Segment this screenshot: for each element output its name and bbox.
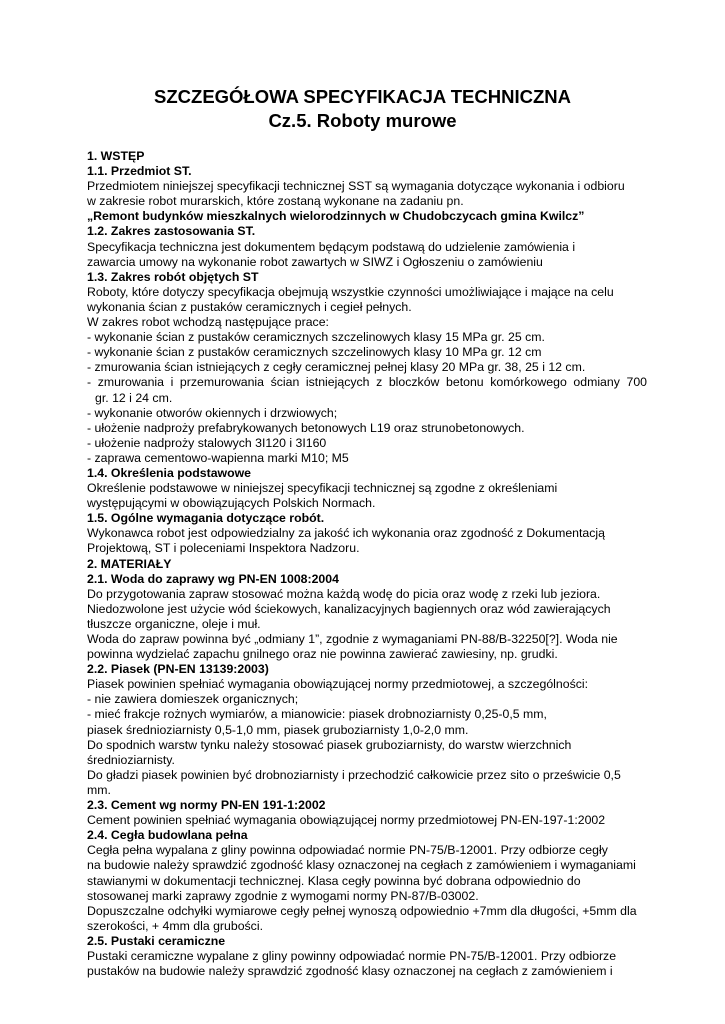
document-title: SZCZEGÓŁOWA SPECYFIKACJA TECHNICZNA <box>154 86 571 107</box>
text-line: - zaprawa cementowo-wapienna marki M10; M5 <box>87 450 349 465</box>
text-line: - mieć frakcje rożnych wymiarów, a mianowicie: piasek drobnoziarnisty 0,25-0,5 mm, <box>87 707 547 722</box>
text-line: wykonania ścian z pustaków ceramicznych i cegieł pełnych. <box>87 299 412 314</box>
text-line: Przedmiotem niniejszej specyfikacji technicznej SST są wymagania dotyczące wykonania i odbioru <box>87 179 625 194</box>
text-line: Dopuszczalne odchyłki wymiarowe cegły pełnej wynoszą odpowiednio +7mm dla długości, +5mm dla <box>87 903 637 918</box>
text-line: stawianymi w dokumentacji technicznej. Klasa cegły powinna być dobrana odpowiednio do <box>87 873 581 888</box>
document-subtitle: Cz.5. Roboty murowe <box>268 110 457 131</box>
section-heading: 2.1. Woda do zaprawy wg PN-EN 1008:2004 <box>87 571 339 586</box>
text-line: - ułożenie nadproży prefabrykowanych betonowych L19 oraz strunobetonowych. <box>87 420 525 435</box>
text-line: Specyfikacja techniczna jest dokumentem będącym podstawą do udzielenie zamówienia i <box>87 239 576 254</box>
section-heading: 2.2. Piasek (PN-EN 13139:2003) <box>87 662 269 677</box>
document-body <box>87 149 647 979</box>
text-line: - wykonanie ścian z pustaków ceramicznych szczelinowych klasy 15 MPa gr. 25 cm. <box>87 330 545 345</box>
text-line: Określenie podstawowe w niniejszej specyfikacji technicznej są zgodne z określeniami <box>87 481 558 496</box>
text-line: średnioziarnisty. <box>87 752 175 767</box>
text-line: piasek średnioziarnisty 0,5-1,0 mm, piasek gruboziarnisty 1,0-2,0 mm. <box>87 722 469 737</box>
section-heading: 1.5. Ogólne wymagania dotyczące robót. <box>87 511 325 526</box>
section-heading: 2.5. Pustaki ceramiczne <box>87 933 226 948</box>
section-heading: 1.4. Określenia podstawowe <box>87 465 252 480</box>
text-line: w zakresie robot murarskich, które zostaną wykonane na zadaniu pn. <box>87 194 464 209</box>
text-line: Roboty, które dotyczy specyfikacja obejmują wszystkie czynności umożliwiające i mające na celu <box>87 284 614 299</box>
text-line: stosowanej marki zaprawy zgodnie z wymogami normy PN-87/B-03002. <box>87 888 479 903</box>
title-block <box>0 85 725 133</box>
section-heading: 1.2. Zakres zastosowania ST. <box>87 224 256 239</box>
text-line: - nie zawiera domieszek organicznych; <box>87 692 299 707</box>
text-line: Woda do zapraw powinna być „odmiany 1”, zgodnie z wymaganiami PN-88/B-32250[?]. Woda nie <box>87 632 618 646</box>
section-heading: 2.3. Cement wg normy PN-EN 191-1:2002 <box>87 798 326 813</box>
section-heading: „Remont budynków mieszkalnych wielorodzinnych w Chudobczycach gmina Kwilcz” <box>87 209 585 224</box>
text-line: na budowie należy sprawdzić zgodność klasy oznaczonej na cegłach z zamówieniem i wymaganiami <box>87 858 636 873</box>
text-line: - wykonanie ścian z pustaków ceramicznych szczelinowych klasy 10 MPa gr. 12 cm <box>87 345 542 360</box>
text-line: występującymi w obowiązujących Polskich Normach. <box>87 496 376 511</box>
text-line: Do spodnich warstw tynku należy stosować piasek gruboziarnisty, do warstw wierzchnich <box>87 737 572 752</box>
text-line: gr. 12 i 24 cm. <box>95 390 173 405</box>
text-line: Wykonawca robot jest odpowiedzialny za jakość ich wykonania oraz zgodność z Dokumentacją <box>87 526 605 541</box>
text-line: tłuszcze organiczne, oleje i muł. <box>87 616 261 631</box>
text-line: szerokości, + 4mm dla grubości. <box>87 918 263 933</box>
text-line: Do przygotowania zapraw stosować można każdą wodę do picia oraz wodę z rzeki lub jeziora. <box>87 586 601 601</box>
section-heading: 2.4. Cegła budowlana pełna <box>87 828 248 843</box>
text-line: zawarcia umowy na wykonanie robot zawartych w SIWZ i Ogłoszeniu o zamówieniu <box>87 254 543 269</box>
text-line: W zakres robot wchodzą następujące prace: <box>87 315 329 330</box>
section-heading: 2. MATERIAŁY <box>87 556 172 571</box>
text-line: - zmurowania ścian istniejących z cegły ceramicznej pełnej klasy 20 MPa gr. 38, 25 i 12 cm. <box>87 360 586 375</box>
text-line: pustaków na budowie należy sprawdzić zgodność klasy oznaczonej na cegłach z zamówieniem i <box>87 964 613 979</box>
text-line: Pustaki ceramiczne wypalane z gliny powinny odpowiadać normie PN-75/B-12001. Przy odbiorze <box>87 948 617 963</box>
text-line: Do gładzi piasek powinien być drobnoziarnisty i przechodzić całkowicie przez sito o prześwicie 0,5 <box>87 767 621 782</box>
section-heading: 1. WSTĘP <box>87 149 145 163</box>
text-line: Projektową, ST i poleceniami Inspektora Nadzoru. <box>87 541 360 556</box>
text-line: powinna wydzielać zapachu gnilnego oraz nie powinna zawierać zawiesiny, np. grudki. <box>87 647 558 662</box>
text-line: Piasek powinien spełniać wymagania obowiązującej normy przedmiotowej, a szczególności: <box>87 677 589 692</box>
text-line: mm. <box>87 782 111 797</box>
text-line: Cement powinien spełniać wymagania obowiązującej normy przedmiotowej PN-EN-197-1:2002 <box>87 813 606 828</box>
section-heading: 1.3. Zakres robót objętych ST <box>87 269 259 284</box>
text-line: Cegła pełna wypalana z gliny powinna odpowiadać normie PN-75/B-12001. Przy odbiorze cegły <box>87 843 608 858</box>
section-heading: 1.1. Przedmiot ST. <box>87 164 192 179</box>
text-line: - zmurowania i przemurowania ścian istniejących z bloczków betonu komórkowego odmiany 700 <box>87 375 647 390</box>
text-line: - wykonanie otworów okiennych i drzwiowych; <box>87 405 338 420</box>
text-line: - ułożenie nadproży stalowych 3I120 i 3I160 <box>87 435 327 450</box>
text-line: Niedozwolone jest użycie wód ściekowych, kanalizacyjnych bagiennych oraz wód zawierających <box>87 601 611 616</box>
